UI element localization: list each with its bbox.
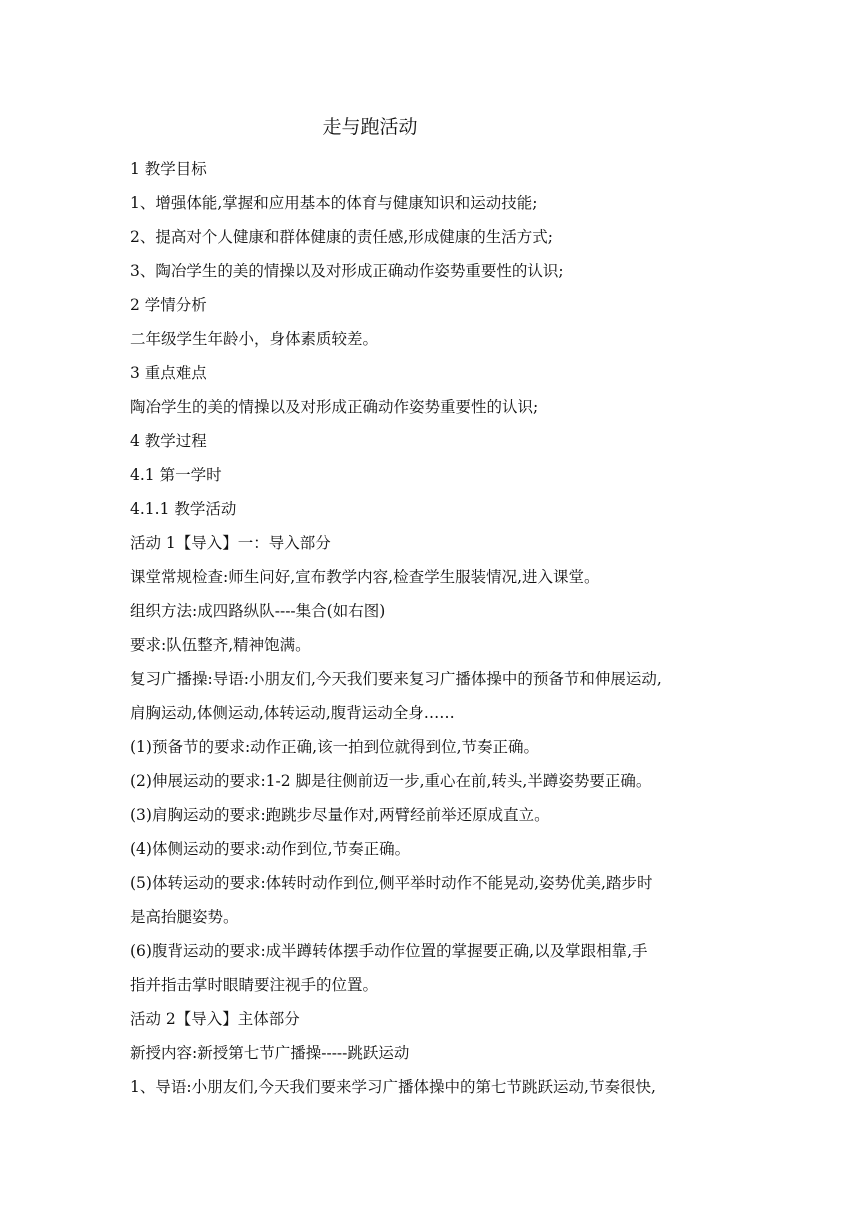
activity-heading: 活动 1【导入】一：导入部分: [130, 534, 331, 552]
document-title: 走与跑活动: [322, 116, 418, 138]
list-item: (4)体侧运动的要求:动作到位,节奏正确。: [130, 840, 411, 858]
paragraph: 1、增强体能,掌握和应用基本的体育与健康知识和运动技能;: [130, 194, 538, 212]
list-item-continuation: 是高抬腿姿势。: [130, 908, 239, 926]
paragraph: 要求:队伍整齐,精神饱满。: [130, 636, 311, 654]
section-heading-teaching-process: 4 教学过程: [130, 432, 207, 450]
paragraph: 复习广播操:导语:小朋友们,今天我们要来复习广播体操中的预备节和伸展运动,: [130, 670, 662, 688]
paragraph: 二年级学生年龄小，身体素质较差。: [130, 330, 379, 348]
list-item-continuation: 指并指击掌时眼睛要注视手的位置。: [130, 976, 379, 994]
subsection-heading: 4.1 第一学时: [130, 466, 222, 484]
paragraph: 肩胸运动,体侧运动,体转运动,腹背运动全身……: [130, 704, 455, 722]
list-item: (3)肩胸运动的要求:跑跳步尽量作对,两臂经前举还原成直立。: [130, 806, 550, 824]
list-item: (5)体转运动的要求:体转时动作到位,侧平举时动作不能晃动,姿势优美,踏步时: [130, 874, 653, 892]
document-body: [130, 152, 740, 1104]
list-item: (1)预备节的要求:动作正确,该一拍到位就得到位,节奏正确。: [130, 738, 540, 756]
paragraph: 组织方法:成四路纵队----集合(如右图): [130, 602, 386, 620]
subsection-heading: 4.1.1 教学活动: [130, 500, 237, 518]
section-heading-key-points: 3 重点难点: [130, 364, 207, 382]
section-heading-student-analysis: 2 学情分析: [130, 296, 207, 314]
list-item: (2)伸展运动的要求:1-2 脚是往侧前迈一步,重心在前,转头,半蹲姿势要正确。: [130, 772, 652, 790]
section-heading-teaching-goals: 1 教学目标: [130, 160, 207, 178]
paragraph: 2、提高对个人健康和群体健康的责任感,形成健康的生活方式;: [130, 228, 554, 246]
activity-heading: 活动 2【导入】主体部分: [130, 1010, 300, 1028]
paragraph: 新授内容:新授第七节广播操-----跳跃运动: [130, 1044, 410, 1062]
paragraph: 课堂常规检查:师生问好,宣布教学内容,检查学生服装情况,进入课堂。: [130, 568, 600, 586]
paragraph: 1、导语:小朋友们,今天我们要来学习广播体操中的第七节跳跃运动,节奏很快,: [130, 1078, 656, 1096]
paragraph: 3、陶冶学生的美的情操以及对形成正确动作姿势重要性的认识;: [130, 262, 564, 280]
list-item: (6)腹背运动的要求:成半蹲转体摆手动作位置的掌握要正确,以及掌跟相靠,手: [130, 942, 648, 960]
paragraph: 陶冶学生的美的情操以及对形成正确动作姿势重要性的认识;: [130, 398, 539, 416]
